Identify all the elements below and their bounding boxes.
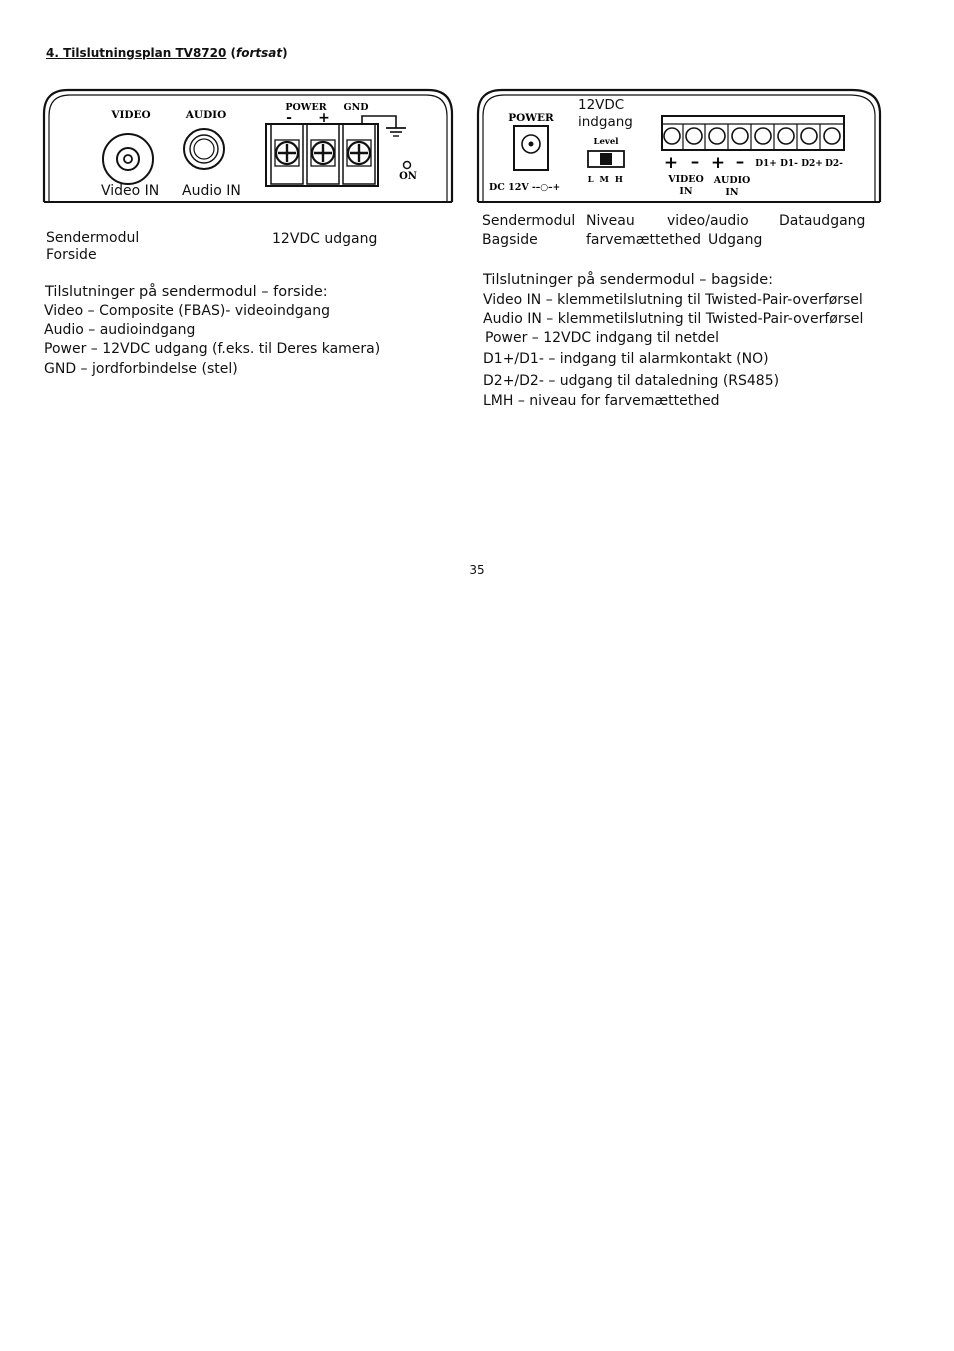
front-video-label: VIDEO bbox=[111, 109, 151, 121]
level-switch-icon bbox=[588, 151, 624, 167]
front-module-line-1: Sendermodul bbox=[46, 230, 140, 246]
front-section-line: Video – Composite (FBAS)- videoindgang bbox=[44, 303, 330, 319]
front-gnd-label: GND bbox=[343, 102, 369, 113]
back-section-line: D1+/D1- – indgang til alarmkontakt (NO) bbox=[483, 351, 769, 367]
lmh-label: L M H bbox=[587, 175, 625, 185]
ground-symbol-icon bbox=[362, 116, 406, 136]
back-va-line-2: Udgang bbox=[708, 232, 763, 248]
front-module-line-2: Forside bbox=[46, 247, 97, 263]
video-in-caption: Video IN bbox=[101, 183, 160, 199]
back-pm-label-2: – bbox=[690, 152, 700, 172]
screw-terminal-block-icon bbox=[266, 124, 378, 186]
front-section-line: Audio – audioindgang bbox=[44, 322, 196, 338]
power-led-icon bbox=[404, 162, 411, 169]
front-output-caption: 12VDC udgang bbox=[272, 231, 378, 247]
back-video-in-label-2: IN bbox=[679, 186, 693, 197]
back-va-line-1: video/audio bbox=[667, 213, 749, 229]
front-section-title: Tilslutninger på sendermodul – forside: bbox=[45, 284, 328, 300]
heading-close-paren: ) bbox=[282, 46, 288, 60]
back-section-line: D2+/D2- – udgang til dataledning (RS485) bbox=[483, 373, 780, 389]
page-number: 35 bbox=[469, 563, 485, 577]
bnc-connector-icon bbox=[103, 134, 153, 184]
vdc-input-caption bbox=[578, 97, 633, 131]
back-level-line-2: farvemættethed bbox=[586, 232, 702, 248]
back-module-line-2: Bagside bbox=[482, 232, 538, 248]
back-d-label-1: D1+ bbox=[755, 159, 777, 169]
audio-in-caption: Audio IN bbox=[182, 183, 241, 199]
heading-italic: fortsat bbox=[236, 46, 283, 60]
back-module-line-1: Sendermodul bbox=[482, 213, 576, 229]
heading-open-paren: ( bbox=[230, 46, 237, 60]
rca-connector-icon bbox=[184, 129, 224, 169]
back-power-label: POWER bbox=[508, 112, 554, 124]
front-on-label: ON bbox=[399, 171, 417, 182]
front-section-line: GND – jordforbindelse (stel) bbox=[44, 361, 238, 377]
back-d-label-2: D1- bbox=[780, 159, 798, 169]
back-pm-label-3: + bbox=[710, 153, 726, 173]
dc-jack-icon bbox=[514, 126, 548, 170]
back-pm-label-1: + bbox=[663, 153, 679, 173]
back-video-in-label-1: VIDEO bbox=[668, 174, 704, 185]
back-section-line: Audio IN – klemmetilslutning til Twisted-Pair-overførsel bbox=[483, 311, 864, 327]
back-section-line: Video IN – klemmetilslutning til Twisted-Pair-overførsel bbox=[483, 292, 863, 308]
back-section-line: LMH – niveau for farvemættethed bbox=[483, 393, 720, 409]
back-d-label-3: D2+ bbox=[801, 159, 823, 169]
front-module-caption bbox=[46, 230, 139, 264]
back-panel-diagram bbox=[474, 86, 886, 206]
back-level-line-1: Niveau bbox=[586, 213, 635, 229]
back-data-caption: Dataudgang bbox=[779, 213, 866, 229]
front-audio-label: AUDIO bbox=[185, 109, 227, 121]
back-section-title: Tilslutninger på sendermodul – bagside: bbox=[483, 272, 773, 288]
front-section-line: Power – 12VDC udgang (f.eks. til Deres kamera) bbox=[44, 341, 381, 357]
back-d-label-4: D2- bbox=[825, 159, 843, 169]
level-label: Level bbox=[593, 137, 619, 147]
front-power-label: POWER bbox=[285, 102, 327, 113]
back-audio-in-label-1: AUDIO bbox=[713, 175, 751, 186]
page-heading bbox=[46, 46, 288, 60]
front-plus-label: + bbox=[318, 110, 330, 126]
back-pm-label-4: – bbox=[735, 152, 745, 172]
vdc-caption-line-2: indgang bbox=[578, 114, 633, 130]
dc-polarity-icon: -–○–+ bbox=[532, 183, 561, 193]
back-dc-label: DC 12V bbox=[489, 182, 529, 193]
back-audio-in-label-2: IN bbox=[725, 187, 739, 198]
back-section-line: Power – 12VDC indgang til netdel bbox=[485, 330, 720, 346]
front-minus-label: - bbox=[286, 110, 292, 126]
heading-title: 4. Tilslutningsplan TV8720 bbox=[46, 46, 227, 60]
terminal-strip-icon bbox=[662, 116, 844, 150]
vdc-caption-line-1: 12VDC bbox=[578, 97, 625, 113]
